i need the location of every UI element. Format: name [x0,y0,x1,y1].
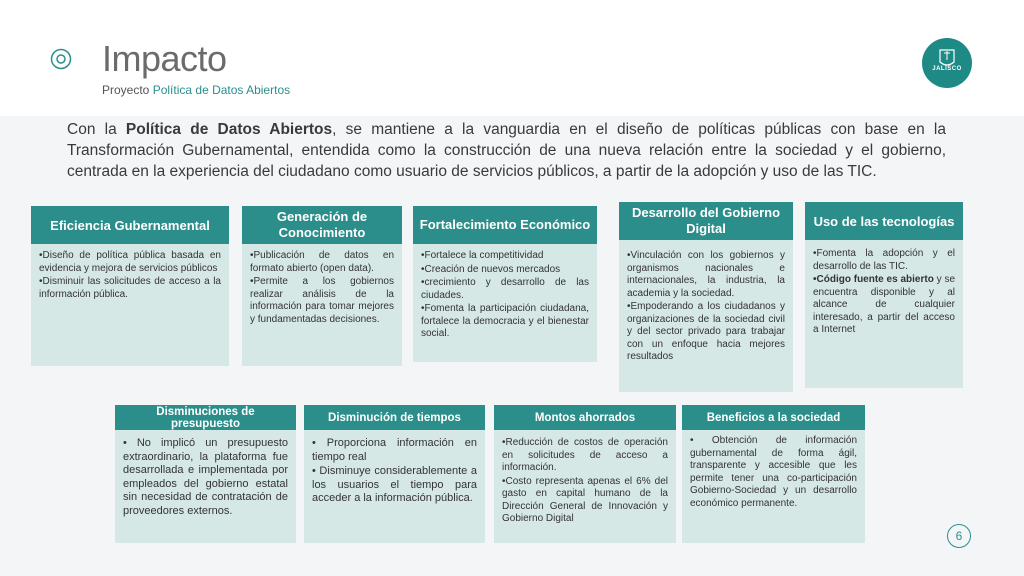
card-eficiencia [31,206,229,366]
page-number: 6 [947,524,971,548]
list-item: •Creación de nuevos mercados [421,263,561,275]
list-item: • Obtención de información gubernamental de forma ágil, transparente y accesible que les permite tener una co-participación Gobierno-Sociedad y un desarrollo económico permanente. [690,435,857,509]
card-body [690,435,857,511]
card-header [242,206,402,244]
card-header [115,405,296,430]
card-body [39,250,221,302]
card-title: Uso de las tecnologías [813,213,955,229]
card-montos [494,405,676,543]
subtitle-prefix: Proyecto [102,83,153,97]
list-item: •Permite a los gobiernos realizar análisis de la información para tomar mejores y fundamentadas decisiones. [250,276,394,325]
list-item: • Proporciona información en tiempo real [312,437,477,463]
card-header [31,206,229,244]
card-header [494,405,676,430]
card-body [627,250,785,365]
card-gobierno-digital [619,202,793,392]
card-body [813,248,955,338]
intro-post: , se mantiene a la vanguardia en el diseño de políticas públicas con base en la Transformación Gubernamental, entendida como la construcción de una nueva relación entre la sociedad y el gobierno, centrada en la experiencia del ciudadano como usuario de servicios públicos, a partir de la adopción y uso de las TIC. [67,121,946,180]
page-subtitle [102,83,290,97]
card-title: Fortalecimiento Económico [419,217,591,232]
list-item: •Vinculación con los gobiernos y organismos nacionales e internacionales, la industria, la academia y la sociedad. [627,250,785,299]
list-item [813,274,955,337]
list-item: •crecimiento y desarrollo de las ciudades. [421,277,589,301]
card-tecnologias [805,202,963,388]
card-conocimiento [242,206,402,366]
card-fortalecimiento [413,206,597,362]
list-item: • Disminuye considerablemente a los usuarios el tiempo para acceder a la información pública. [312,465,477,504]
list-item: •Diseño de política pública basada en evidencia y mejora de servicios públicos [39,250,221,274]
page-title: Impacto [102,38,227,79]
card-presupuesto [115,405,296,543]
list-item: •Fortalece la competitividad [421,250,544,261]
card-beneficios [682,405,865,543]
list-item-bold: •Código fuente es abierto [813,274,934,285]
list-item: •Fomenta la adopción y el desarrollo de las TIC. [813,248,955,272]
card-header [413,206,597,244]
intro-paragraph [67,119,946,182]
list-item: •Fomenta la participación ciudadana, fortalece la democracia y el bienestar social. [421,303,589,339]
list-item: •Empoderando a los ciudadanos y organizaciones de la sociedad civil y del sector privado para trabajar con un enfoque hacia mejores resultados [627,301,785,362]
list-item-rest: y se encuentra disponible y al alcance de cualquier interesado, a partir del acceso a Internet [813,274,956,335]
card-title: Desarrollo del Gobierno Digital [631,205,781,236]
list-item: •Costo representa apenas el 6% del gasto en capital humano de la Dirección General de Innovación y Gobierno Digital [502,475,668,524]
card-header [805,202,963,240]
card-title: Disminución de tiempos [328,411,461,424]
card-title: Eficiencia Gubernamental [50,217,210,233]
card-title: Montos ahorrados [534,411,636,424]
card-body [123,437,288,519]
list-item: • No implicó un presupuesto extraordinario, la plataforma fue desarrollada e implementada por empleados del gobierno estatal sin necesidad de contratación de proveedores externos. [123,437,288,517]
card-title: Generación de Conocimiento [276,209,368,240]
card-title: Disminuciones de presupuesto [156,405,255,430]
card-body [250,250,394,327]
card-body [421,250,589,342]
intro-pre: Con la [67,121,126,138]
list-item: •Reducción de costos de operación en solicitudes de acceso a información. [502,437,668,473]
card-header [304,405,485,430]
card-title: Beneficios a la sociedad [706,411,841,424]
logo-text: JALISCO [932,66,962,72]
list-item: •Publicación de datos en formato abierto (open data). [250,250,394,274]
card-header [682,405,865,430]
target-icon [50,48,72,70]
jalisco-logo [922,38,972,88]
card-body [502,437,668,527]
subtitle-highlight: Política de Datos Abiertos [152,83,291,97]
shield-icon [922,38,972,88]
intro-bold: Política de Datos Abiertos [125,121,333,138]
card-tiempos [304,405,485,543]
card-header [619,202,793,240]
card-body [312,437,477,507]
list-item: •Disminuir las solicitudes de acceso a la información pública. [39,276,221,300]
